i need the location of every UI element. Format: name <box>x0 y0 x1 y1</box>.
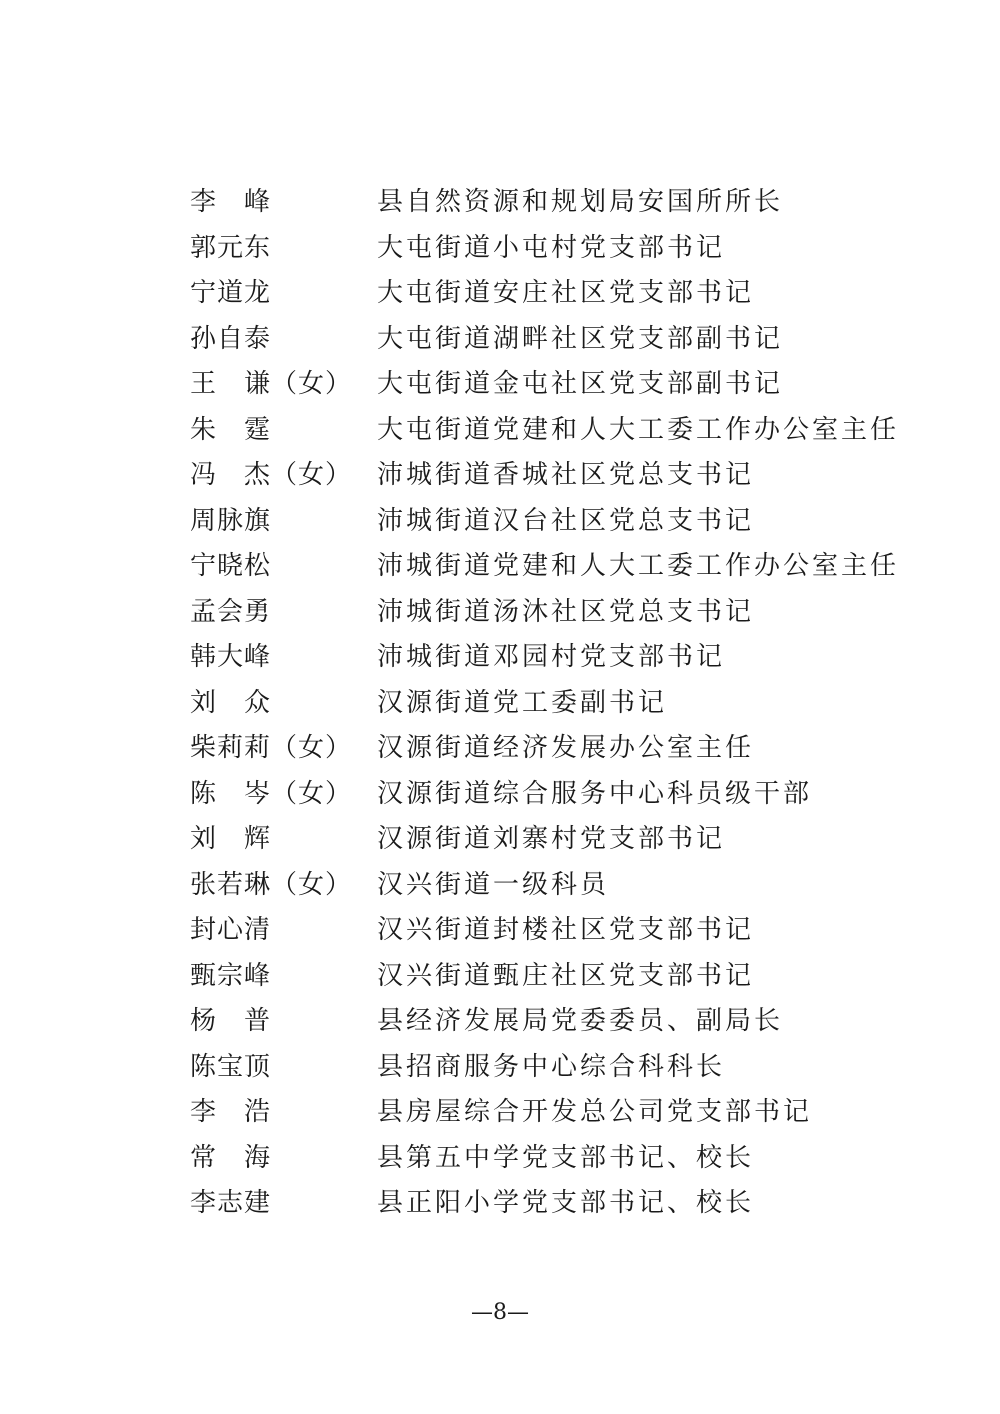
person-name: 陈宝顶 <box>190 1051 272 1082</box>
list-item <box>190 317 950 363</box>
list-item <box>190 408 950 454</box>
list-item <box>190 1090 950 1136</box>
person-name: 孙自泰 <box>190 323 272 354</box>
person-name: 甄宗峰 <box>190 960 272 991</box>
person-title: 大屯街道金屯社区党支部副书记 <box>377 369 784 399</box>
person-title: 沛城街道党建和人大工委工作办公室主任 <box>377 551 900 581</box>
list-item <box>190 544 950 590</box>
list-item <box>190 999 950 1045</box>
person-title: 县第五中学党支部书记、校长 <box>377 1142 755 1173</box>
person-name: 孟会勇 <box>190 596 272 627</box>
person-name: 杨 普 <box>190 1006 272 1036</box>
list-item <box>190 1181 950 1227</box>
person-title: 县正阳小学党支部书记、校长 <box>377 1188 755 1218</box>
person-name: 柴莉莉（女） <box>190 733 353 763</box>
person-title: 大屯街道党建和人大工委工作办公室主任 <box>377 414 900 445</box>
person-name: 张若琳（女） <box>190 869 353 900</box>
page-number: —8— <box>471 1300 529 1325</box>
list-item <box>190 863 950 909</box>
person-name: 刘 辉 <box>190 824 272 854</box>
list-item <box>190 954 950 1000</box>
person-title: 汉兴街道甄庄社区党支部书记 <box>377 960 755 991</box>
person-name: 李 峰 <box>190 187 272 217</box>
list-item <box>190 499 950 545</box>
person-name: 周脉旗 <box>190 505 272 536</box>
person-title: 汉源街道综合服务中心科员级干部 <box>377 778 813 809</box>
person-title: 沛城街道邓园村党支部书记 <box>377 642 726 672</box>
person-title: 大屯街道小屯村党支部书记 <box>377 232 726 263</box>
person-name: 朱 霆 <box>190 414 272 445</box>
person-title: 县自然资源和规划局安国所所长 <box>377 187 784 217</box>
person-name: 李 浩 <box>190 1097 272 1127</box>
list-item <box>190 453 950 499</box>
list-item <box>190 180 950 226</box>
person-title: 汉源街道党工委副书记 <box>377 687 668 718</box>
list-item <box>190 681 950 727</box>
person-name: 郭元东 <box>190 232 272 263</box>
person-title: 汉源街道经济发展办公室主任 <box>377 733 755 763</box>
person-name: 陈 岑（女） <box>190 778 353 809</box>
person-name: 李志建 <box>190 1188 272 1218</box>
person-name: 王 谦（女） <box>190 369 353 399</box>
person-title: 沛城街道汉台社区党总支书记 <box>377 505 755 536</box>
list-item <box>190 1045 950 1091</box>
person-name: 韩大峰 <box>190 642 272 672</box>
person-title: 汉兴街道一级科员 <box>377 869 610 900</box>
person-title: 县经济发展局党委委员、副局长 <box>377 1006 784 1036</box>
list-item <box>190 1136 950 1182</box>
list-item <box>190 726 950 772</box>
list-item <box>190 590 950 636</box>
list-item <box>190 271 950 317</box>
list-item <box>190 362 950 408</box>
list-item <box>190 772 950 818</box>
person-name: 常 海 <box>190 1142 272 1173</box>
person-name: 宁道龙 <box>190 278 272 308</box>
person-name: 冯 杰（女） <box>190 460 353 490</box>
person-title: 汉兴街道封楼社区党支部书记 <box>377 915 755 945</box>
person-title: 县招商服务中心综合科科长 <box>377 1051 726 1082</box>
person-title: 大屯街道湖畔社区党支部副书记 <box>377 323 784 354</box>
person-title: 县房屋综合开发总公司党支部书记 <box>377 1097 813 1127</box>
person-name: 刘 众 <box>190 687 272 718</box>
list-item <box>190 226 950 272</box>
person-title: 汉源街道刘寨村党支部书记 <box>377 824 726 854</box>
person-title: 沛城街道汤沐社区党总支书记 <box>377 596 755 627</box>
person-name: 封心清 <box>190 915 272 945</box>
person-title: 沛城街道香城社区党总支书记 <box>377 460 755 490</box>
list-item <box>190 908 950 954</box>
person-title: 大屯街道安庄社区党支部书记 <box>377 278 755 308</box>
name-list <box>190 180 950 1227</box>
list-item <box>190 817 950 863</box>
person-name: 宁晓松 <box>190 551 272 581</box>
list-item <box>190 635 950 681</box>
